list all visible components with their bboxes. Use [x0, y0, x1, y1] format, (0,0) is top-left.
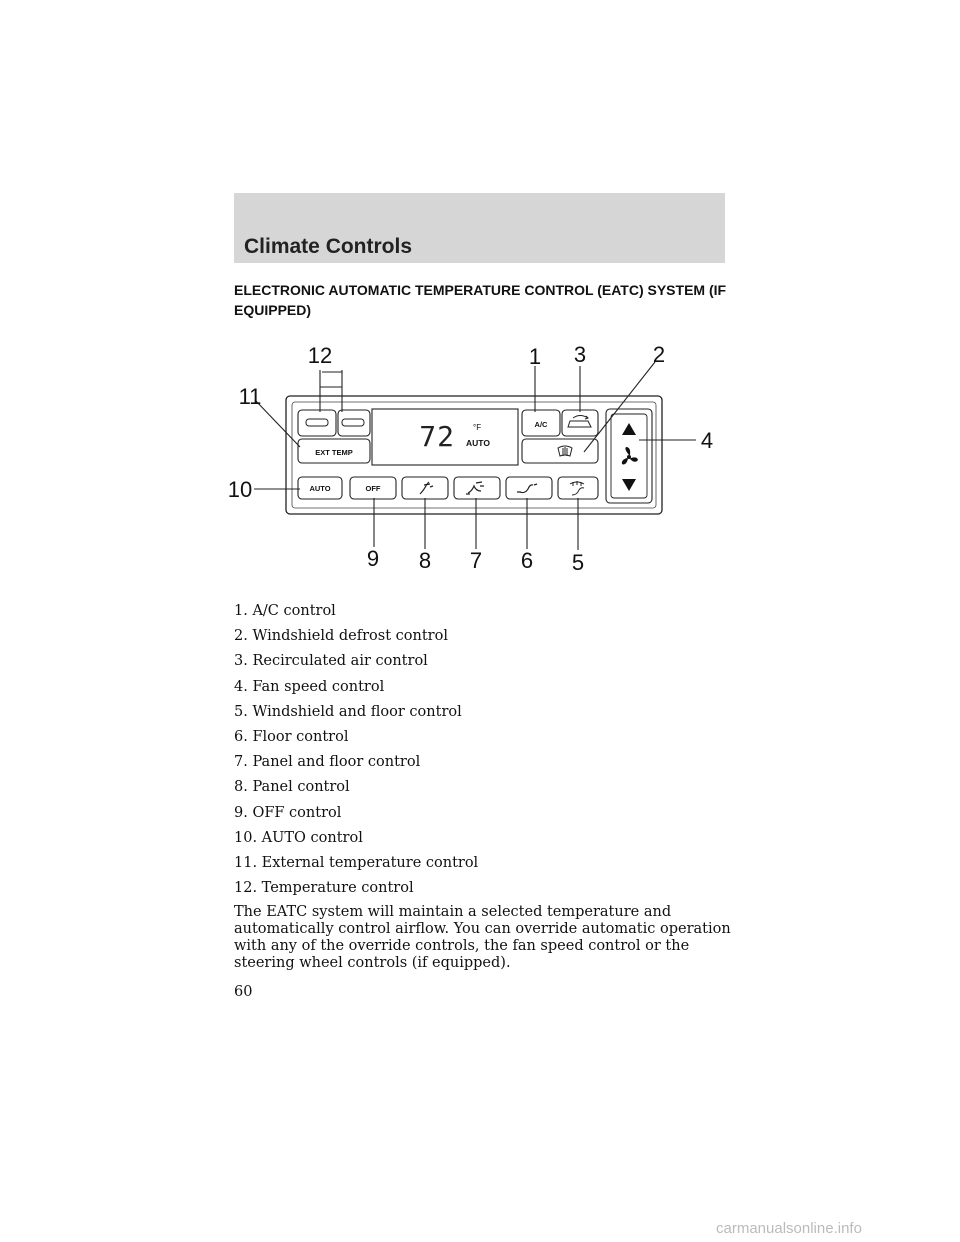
section-heading: ELECTRONIC AUTOMATIC TEMPERATURE CONTROL (EATC) SYSTEM (IF EQUIPPED) [234, 282, 727, 318]
callout-7: 7 [469, 548, 483, 573]
callout-11: 11 [238, 384, 262, 409]
temperature-up-button [338, 410, 370, 436]
temperature-down-button [298, 410, 336, 436]
ext-temp-label: EXT TEMP [315, 448, 353, 457]
legend-item: 7. Panel and floor control [234, 754, 421, 771]
windshield-floor-mode-button [558, 477, 598, 499]
display-temperature: 72 [419, 420, 455, 453]
eatc-control-panel-diagram [0, 0, 960, 600]
legend-item: 5. Windshield and floor control [234, 703, 462, 720]
callout-4: 4 [700, 428, 714, 453]
panel-floor-mode-button [454, 477, 500, 499]
callout-1: 1 [528, 344, 542, 369]
auto-label: AUTO [309, 484, 331, 493]
callout-8: 8 [418, 548, 432, 573]
display-mode: AUTO [466, 438, 490, 448]
callout-10: 10 [227, 477, 253, 502]
defrost-button [522, 439, 598, 463]
legend-item: 8. Panel control [234, 779, 350, 796]
watermark: carmanualsonline.info [716, 1220, 862, 1237]
body-paragraph: The EATC system will maintain a selected temperature and automatically control airflow. You can override automatic operation with any of the override controls, the fan speed control or the steering wheel controls (if equipped). [234, 904, 731, 971]
legend-item: 3. Recirculated air control [234, 653, 428, 670]
chapter-title: Climate Controls [244, 235, 413, 258]
legend-item: 6. Floor control [234, 728, 349, 745]
legend-item: 9. OFF control [234, 804, 342, 821]
recirculate-button [562, 410, 598, 436]
callout-12: 12 [307, 343, 333, 368]
callout-9: 9 [366, 546, 380, 571]
legend-item: 2. Windshield defrost control [234, 628, 448, 645]
legend-item: 12. Temperature control [234, 880, 414, 897]
legend-item: 11. External temperature control [234, 854, 479, 871]
callout-5: 5 [571, 550, 585, 575]
legend-item: 4. Fan speed control [234, 678, 385, 695]
legend-item: 1. A/C control [234, 603, 336, 619]
callout-6: 6 [520, 548, 534, 573]
callout-legend [234, 601, 478, 903]
callout-2: 2 [652, 342, 666, 367]
legend-item: 10. AUTO control [234, 829, 363, 846]
page-number: 60 [234, 984, 253, 1000]
callout-3: 3 [573, 342, 587, 367]
ac-label: A/C [534, 420, 548, 429]
off-label: OFF [365, 484, 381, 493]
display-unit: °F [473, 423, 482, 432]
